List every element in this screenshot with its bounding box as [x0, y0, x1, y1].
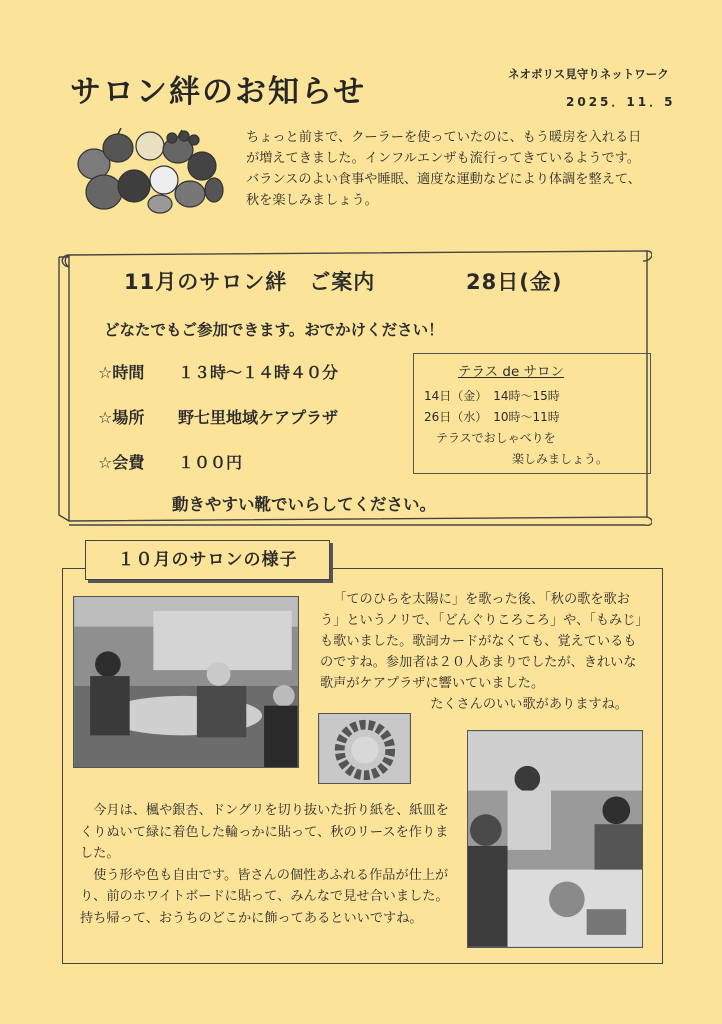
event-title: 11月のサロン絆 ご案内	[124, 270, 376, 294]
october-heading: １０月のサロンの様子	[85, 540, 330, 580]
salon-photo-crafting	[467, 730, 643, 948]
salon-photo-singing	[73, 596, 299, 768]
intro-paragraph: ちょっと前まで、クーラーを使っていたのに、もう暖房を入れる日が増えてきました。インフルエンザも流行ってきているようです。バランスのよい食事や睡眠、適度な運動などにより体調を整えて、秋を楽しみましょう。	[246, 130, 642, 208]
event-fee-label: ☆会費	[98, 453, 145, 472]
event-time-label: ☆時間	[98, 363, 145, 382]
october-report-closing: たくさんのいい歌がありますね。	[430, 697, 628, 712]
event-time-value: １３時～１４時４０分	[178, 363, 339, 382]
october-craft-paragraph-2: 使う形や色も自由です。皆さんの個性あふれる作品が仕上がり、前のホワイトボードに貼って、みんなで見せ合いました。持ち帰って、おうちのどこかに飾ってあるといいですね。	[80, 867, 449, 926]
autumn-fruit-illustration	[74, 128, 226, 218]
event-invitation: どなたでもご参加できます。おでかけください！	[104, 321, 444, 339]
october-report-paragraph: 「てのひらを太陽に」を歌った後、「秋の歌を歌おう」というノリで、「どんぐりころころ」や、「もみじ」も歌いました。歌詞カードがなくても、覚えているものですね。参加者は２０人あまりでしたが、きれいな歌声がケアプラザに響いていました。	[320, 592, 643, 691]
event-time-row	[98, 360, 338, 383]
issue-date: 2025．11．5	[566, 95, 676, 109]
event-place-row	[98, 405, 338, 428]
event-fee-value: １００円	[178, 453, 243, 472]
terrace-salon-box	[413, 353, 651, 474]
event-footwear-note: 動きやすい靴でいらしてください。	[172, 495, 436, 514]
event-place-value: 野七里地域ケアプラザ	[178, 408, 339, 427]
terrace-schedule-2: 26日（水） 10時～11時	[424, 410, 560, 424]
october-report-text	[320, 589, 646, 715]
october-craft-text	[80, 800, 460, 929]
page-title: サロン絆のお知らせ	[70, 74, 367, 110]
october-craft-paragraph-1: 今月は、楓や銀杏、ドングリを切り抜いた折り紙を、紙皿をくりぬいて緑に着色した輪っかに貼って、秋のリースを作りました。	[80, 803, 449, 861]
autumn-wreath-photo	[318, 713, 411, 784]
organization-name: ネオポリス見守りネットワーク	[508, 67, 669, 81]
event-place-label: ☆場所	[98, 408, 145, 427]
terrace-title: テラス de サロン	[458, 364, 565, 380]
terrace-note-1: テラスでおしゃべりを	[436, 431, 556, 445]
terrace-note-2: 楽しみましょう。	[512, 452, 609, 466]
event-fee-row	[98, 450, 242, 473]
event-day: 28日(金)	[466, 270, 563, 294]
terrace-schedule-1: 14日（金） 14時～15時	[424, 389, 560, 403]
